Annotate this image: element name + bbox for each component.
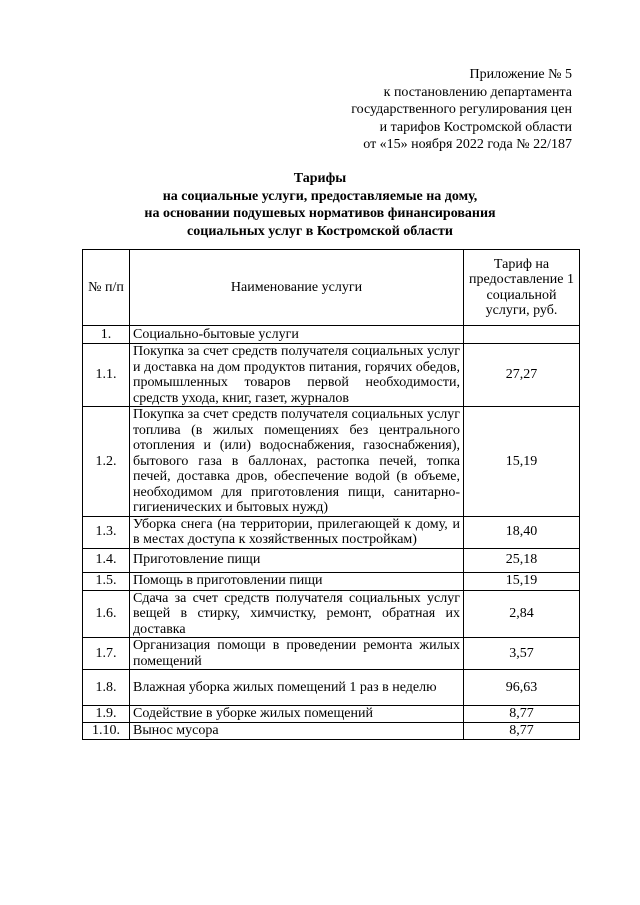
row-num: 1.7. <box>83 638 130 670</box>
table-row <box>83 706 580 723</box>
title-line: на социальные услуги, предоставляемые на дому, <box>162 188 478 204</box>
table-row <box>83 548 580 572</box>
row-num: 1.9. <box>83 706 130 723</box>
row-num: 1.8. <box>83 670 130 706</box>
table-row <box>83 670 580 706</box>
row-name: Содействие в уборке жилых помещений <box>130 706 464 723</box>
row-tariff: 15,19 <box>464 407 580 517</box>
row-tariff: 3,57 <box>464 638 580 670</box>
appendix-line: государственного регулирования цен <box>351 102 572 117</box>
row-num: 1.2. <box>83 407 130 517</box>
row-num: 1.10. <box>83 723 130 740</box>
row-num: 1.3. <box>83 516 130 548</box>
appendix-line: и тарифов Костромской области <box>379 119 572 135</box>
row-num: 1.1. <box>83 344 130 407</box>
table-row <box>83 590 580 638</box>
appendix-line: Приложение № 5 <box>469 67 572 82</box>
table-row <box>83 326 580 344</box>
row-tariff: 8,77 <box>464 706 580 723</box>
row-num: 1.5. <box>83 572 130 590</box>
title-line: на основании подушевых нормативов финансирования <box>144 206 496 221</box>
table-row <box>83 638 580 670</box>
row-name: Влажная уборка жилых помещений 1 раз в неделю <box>130 670 464 706</box>
row-num: 1. <box>83 326 130 344</box>
table-row <box>83 723 580 740</box>
row-num: 1.6. <box>83 590 130 638</box>
table-row <box>83 516 580 548</box>
row-name: Покупка за счет средств получателя социальных услуг и доставка на дом продуктов питания, горячих обедов, промышленных товаров первой необходимости, средств ухода, книг, газет, журналов <box>130 344 464 407</box>
table-header-row <box>83 250 580 326</box>
table-row <box>83 407 580 517</box>
row-name: Организация помощи в проведении ремонта жилых помещений <box>130 638 464 670</box>
row-tariff <box>464 326 580 344</box>
table-row <box>83 572 580 590</box>
row-tariff: 2,84 <box>464 590 580 638</box>
title-line: социальных услуг в Костромской области <box>187 223 453 239</box>
document-title <box>0 170 640 240</box>
row-tariff: 15,19 <box>464 572 580 590</box>
row-tariff: 8,77 <box>464 723 580 740</box>
appendix-line: к постановлению департамента <box>383 84 572 100</box>
row-num: 1.4. <box>83 548 130 572</box>
row-name: Покупка за счет средств получателя социальных услуг топлива (в жилых помещениях без центрального отопления и (или) водоснабжения, газоснабжения), бытового газа в баллонах, растопка печей, топка печей, доставка дров, обеспечение водой (в объеме, необходимом для приготовления пищи, санитарно-гигиенических и бытовых нужд) <box>130 407 464 517</box>
title-line: Тарифы <box>293 171 347 186</box>
row-tariff: 96,63 <box>464 670 580 706</box>
header-tariff: Тариф на предоставление 1 социальной услуги, руб. <box>464 250 580 326</box>
header-num: № п/п <box>83 250 130 326</box>
tariffs-table <box>82 249 580 740</box>
row-name: Вынос мусора <box>130 723 464 740</box>
header-name: Наименование услуги <box>130 250 464 326</box>
row-tariff: 25,18 <box>464 548 580 572</box>
row-name: Сдача за счет средств получателя социальных услуг вещей в стирку, химчистку, ремонт, обратная их доставка <box>130 590 464 638</box>
row-name: Социально-бытовые услуги <box>130 326 464 344</box>
row-name: Приготовление пищи <box>130 548 464 572</box>
row-tariff: 18,40 <box>464 516 580 548</box>
row-name: Помощь в приготовлении пищи <box>130 572 464 590</box>
appendix-block <box>351 66 572 154</box>
table-row <box>83 344 580 407</box>
row-tariff: 27,27 <box>464 344 580 407</box>
row-name: Уборка снега (на территории, прилегающей к дому, и в местах доступа к хозяйственных постройкам) <box>130 516 464 548</box>
appendix-line: от «15» ноября 2022 года № 22/187 <box>363 137 572 152</box>
